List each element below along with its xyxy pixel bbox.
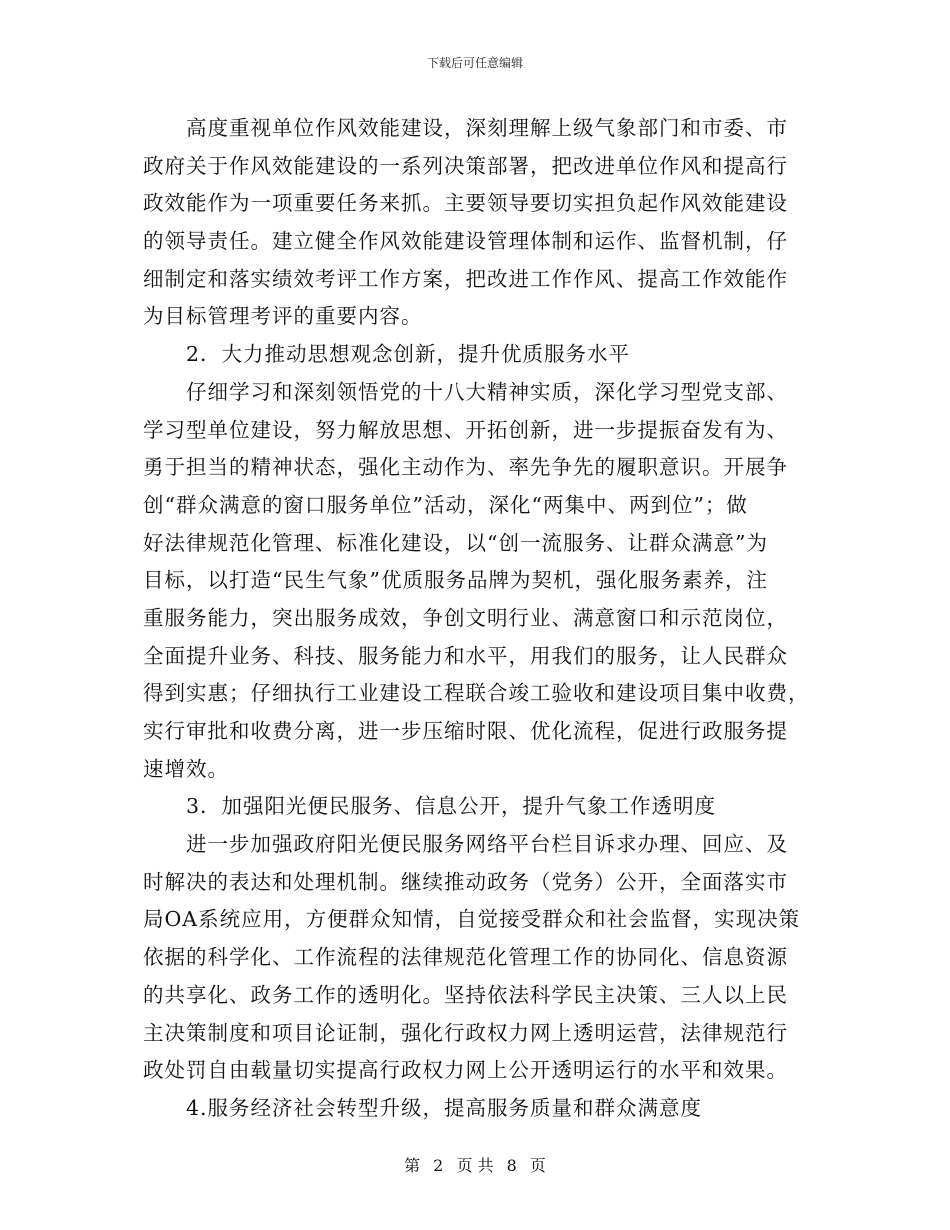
paragraph-line: 全面提升业务、科技、服务能力和水平，用我们的服务，让人民群众 bbox=[143, 643, 788, 668]
page-number: 2 bbox=[433, 1156, 444, 1175]
paragraph-line: 目标，以打造“民生气象”优质服务品牌为契机，强化服务素养，注 bbox=[143, 568, 768, 593]
page-footer bbox=[0, 1153, 950, 1176]
paragraph-line: 政效能作为一项重要任务来抓。主要领导要切实担负起作风效能建设 bbox=[143, 191, 788, 216]
paragraph-line: 高度重视单位作风效能建设，深刻理解上级气象部门和市委、市 bbox=[186, 116, 788, 140]
paragraph-line: 细制定和落实绩效考评工作方案，把改进工作作风、提高工作效能作 bbox=[143, 266, 788, 291]
paragraph-line: 创“群众满意的窗口服务单位”活动，深化“两集中、两到位”；做 bbox=[143, 492, 748, 517]
section-heading: 4.服务经济社会转型升级，提高服务质量和群众满意度 bbox=[186, 1095, 703, 1120]
paragraph-line: 好法律规范化管理、标准化建设，以“创一流服务、让群众满意”为 bbox=[143, 530, 768, 555]
paragraph-line: 学习型单位建设，努力解放思想、开拓创新，进一步提振奋发有为、 bbox=[143, 417, 788, 442]
paragraph-line: 的领导责任。建立健全作风效能建设管理体制和运作、监督机制，仔 bbox=[143, 229, 788, 254]
footer-suffix: 页 bbox=[529, 1156, 546, 1175]
section-heading: 2．大力推动思想观念创新，提升优质服务水平 bbox=[186, 342, 631, 367]
paragraph-line: 政府关于作风效能建设的一系列决策部署，把改进单位作风和提高行 bbox=[143, 153, 788, 178]
paragraph-line: 得到实惠；仔细执行工业建设工程联合竣工验收和建设项目集中收费， bbox=[143, 681, 810, 706]
paragraph-line: 依据的科学化、工作流程的法律规范化管理工作的协同化、信息资源 bbox=[143, 945, 788, 970]
paragraph-line: 政处罚自由载量切实提高行政权力网上公开透明运行的水平和效果。 bbox=[143, 1058, 788, 1083]
page-header: 下载后可任意编辑 bbox=[426, 56, 523, 70]
section-heading: 3．加强阳光便民服务、信息公开，提升气象工作透明度 bbox=[186, 794, 717, 819]
total-pages: 8 bbox=[506, 1156, 517, 1175]
paragraph-line: 重服务能力，突出服务成效，争创文明行业、满意窗口和示范岗位， bbox=[143, 605, 788, 630]
paragraph-line: 为目标管理考评的重要内容。 bbox=[143, 304, 423, 329]
footer-mid: 页 共 bbox=[456, 1156, 494, 1175]
paragraph-line: 时解决的表达和处理机制。继续推动政务（党务）公开，全面落实市 bbox=[143, 869, 788, 894]
paragraph-line: 勇于担当的精神状态，强化主动作为、率先争先的履职意识。开展争 bbox=[143, 455, 788, 480]
footer-prefix: 第 bbox=[404, 1156, 421, 1175]
paragraph-line: 进一步加强政府阳光便民服务网络平台栏目诉求办理、回应、及 bbox=[186, 832, 788, 857]
paragraph-line: 局OA系统应用，方便群众知情，自觉接受群众和社会监督，实现决策 bbox=[143, 907, 801, 932]
paragraph-line: 速增效。 bbox=[143, 756, 229, 781]
paragraph-line: 的共享化、政务工作的透明化。坚持依法科学民主决策、三人以上民 bbox=[143, 982, 788, 1007]
paragraph-line: 仔细学习和深刻领悟党的十八大精神实质，深化学习型党支部、 bbox=[186, 379, 788, 404]
paragraph-line: 主决策制度和项目论证制，强化行政权力网上透明运营，法律规范行 bbox=[143, 1020, 788, 1045]
document-body bbox=[143, 110, 808, 1128]
paragraph-line: 实行审批和收费分离，进一步压缩时限、优化流程，促进行政服务提 bbox=[143, 719, 788, 743]
